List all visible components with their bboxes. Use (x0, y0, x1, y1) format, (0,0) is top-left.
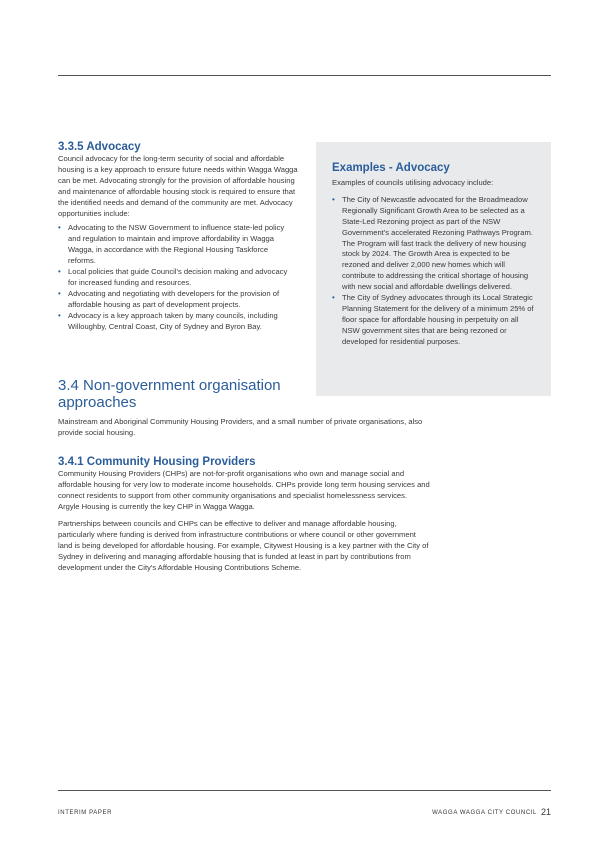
section-3-3-5 (58, 140, 298, 333)
list-item: • Advocating and negotiating with developers for the provision of affordable housing as part of development projects. (58, 289, 298, 311)
footer-publisher: WAGGA WAGGA CITY COUNCIL (432, 810, 537, 816)
section-3-4 (58, 377, 318, 411)
header-rule (58, 75, 551, 76)
list-item: • The City of Newcastle advocated for the Broadmeadow Regionally Significant Growth Area to be selected as a State-Led Rezoning project as part of the NSW Government's accelerated Rezoning Pathways Program. The Program will fast track the delivery of new housing stock by 2024. The Growth Area is expected to be rezoned and deliver 2,000 new homes which will contribute to addressing the critical shortage of housing with new social and affordable dwellings delivered. (332, 195, 535, 293)
page-number: 21 (540, 807, 551, 817)
list-item: • Advocacy is a key approach taken by many councils, including Willoughby, Central Coast, City of Sydney and Byron Bay. (58, 311, 298, 333)
advocacy-list (58, 223, 298, 332)
paragraph: Community Housing Providers (CHPs) are not-for-profit organisations who own and manage social and affordable housing for very low to moderate income households. CHPs provide long term housing services and connect residents to support from other community organisations and specialist homelessness services. Argyle Housing is currently the key CHP in Wagga Wagga. (58, 469, 430, 511)
examples-list (332, 195, 535, 348)
footer-document-title: INTERIM PAPER (58, 810, 113, 816)
subsection-heading: 3.4.1 Community Housing Providers (58, 456, 256, 468)
section-heading: 3.3.5 Advocacy (58, 141, 141, 153)
paragraph: Partnerships between councils and CHPs can be effective to deliver and manage affordable housing, particularly where funding is derived from infrastructure contributions or where council or other government land is being developed for affordable housing. For example, Citywest Housing is a key partner with the City of Sydney in delivering and managing affordable housing that is funded at least in part by contributions from development under the City's Affordable Housing Contributions Scheme. (58, 519, 429, 572)
sidebar-heading: Examples - Advocacy (332, 162, 450, 174)
list-item: • The City of Sydney advocates through its Local Strategic Planning Statement for the delivery of a minimum 25% of floor space for affordable housing in perpetuity on all NSW government sites that are being rezoned or developed for residential purposes. (332, 293, 535, 348)
list-item: • Advocating to the NSW Government to influence state-led policy and regulation to maintain and improve affordability in Wagga Wagga, in accordance with the Regional Housing Taskforce reforms. (58, 223, 298, 267)
examples-sidebar (316, 142, 551, 396)
section-intro: Mainstream and Aboriginal Community Housing Providers, and a small number of private organisations, also provide social housing. (58, 417, 423, 437)
footer-rule (58, 790, 551, 791)
section-heading: 3.4 Non-government organisation approaches (58, 377, 281, 411)
sidebar-intro: Examples of councils utilising advocacy include: (332, 178, 494, 187)
section-intro: Council advocacy for the long-term security of social and affordable housing is a key approach to ensure future needs within Wagga Wagga can be met. Advocating strongly for the provision of affordable housing and maintenance of affordable housing stock is required to ensure that the identified needs and demand of the community are met. Advocacy opportunities include: (58, 154, 298, 218)
list-item: • Local policies that guide Council's decision making and advocacy for increased funding and resources. (58, 267, 298, 289)
